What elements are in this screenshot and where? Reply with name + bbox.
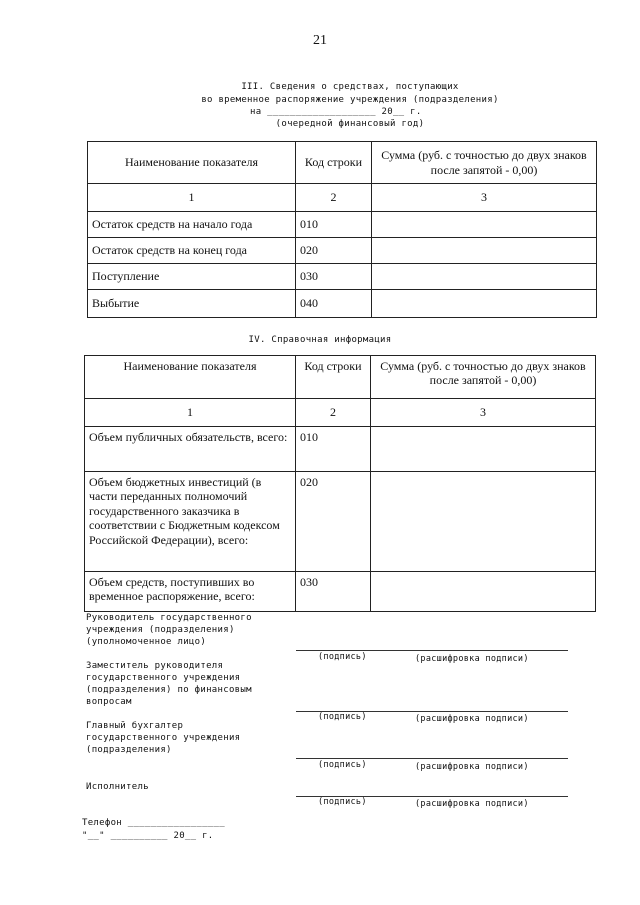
row-sum (372, 212, 597, 238)
header-name: Наименование показателя (88, 142, 296, 184)
phone-blank: _________________ (127, 818, 225, 828)
table-header-row (85, 356, 596, 399)
header-sum: Сумма (руб. с точностью до двух знаков после запятой - 0,00) (371, 356, 596, 399)
header-name: Наименование показателя (85, 356, 296, 399)
section3-subtitle: (очередной финансовый год) (275, 119, 425, 129)
signature-head-label: Руководитель государственного учреждения (подразделения) (уполномоченное лицо) (86, 613, 252, 647)
header-num-2: 2 (296, 399, 371, 427)
table-row (88, 238, 597, 264)
table-row (88, 212, 597, 238)
signature-accountant-line (296, 758, 568, 759)
signature-deputy-label: Заместитель руководителя государственного учреждения (подразделения) по финансовым вопросам (86, 661, 252, 707)
signature-executor-label: Исполнитель (86, 782, 149, 792)
table-header-numbers-row (88, 184, 597, 212)
signature-deputy-decoding: (расшифровка подписи) (415, 714, 529, 724)
row-name: Объем бюджетных инвестиций (в части переданных полномочий государственного заказчика в соответствии с Бюджетным кодексом Российской Федерации), всего: (85, 472, 296, 572)
row-code: 010 (296, 427, 371, 472)
signature-accountant-decoding: (расшифровка подписи) (415, 762, 529, 772)
header-num-3: 3 (371, 399, 596, 427)
row-code: 040 (296, 290, 372, 318)
section3-table (87, 141, 597, 318)
row-code: 030 (296, 572, 371, 612)
signature-head-caption: (подпись) (318, 652, 367, 662)
signature-accountant-label: Главный бухгалтер государственного учреждения (подразделения) (86, 721, 241, 755)
row-name: Остаток средств на конец года (88, 238, 296, 264)
row-sum (372, 238, 597, 264)
section3-title-line2: во временное распоряжение учреждения (подразделения) (201, 95, 499, 105)
header-sum: Сумма (руб. с точностью до двух знаков после запятой - 0,00) (372, 142, 597, 184)
table-header-row (88, 142, 597, 184)
row-name: Выбытие (88, 290, 296, 318)
row-name: Объем средств, поступивших во временное распоряжение, всего: (85, 572, 296, 612)
header-code: Код строки (296, 142, 372, 184)
row-name: Объем публичных обязательств, всего: (85, 427, 296, 472)
section3-date-line (250, 107, 422, 117)
phone-label: Телефон (82, 818, 123, 828)
header-num-3: 3 (372, 184, 597, 212)
table-header-numbers-row (85, 399, 596, 427)
section4-title: IV. Справочная информация (248, 335, 392, 345)
row-sum (372, 264, 597, 290)
header-num-2: 2 (296, 184, 372, 212)
row-sum (371, 427, 596, 472)
row-sum (372, 290, 597, 318)
signature-head-line (296, 650, 568, 651)
phone-line (82, 818, 225, 828)
section4-table (84, 355, 596, 612)
signature-executor-caption: (подпись) (318, 797, 367, 807)
signature-deputy-caption: (подпись) (318, 712, 367, 722)
footer-date: "__" __________ 20__ г. (82, 831, 214, 841)
row-name: Остаток средств на начало года (88, 212, 296, 238)
row-code: 030 (296, 264, 372, 290)
table-row (88, 290, 597, 318)
signature-accountant-caption: (подпись) (318, 760, 367, 770)
table-row (85, 472, 596, 572)
row-sum (371, 472, 596, 572)
section3-date-blank: ___________________ (267, 107, 376, 117)
row-code: 020 (296, 238, 372, 264)
page-number: 21 (313, 33, 327, 48)
table-row (85, 572, 596, 612)
table-row (88, 264, 597, 290)
signature-executor-decoding: (расшифровка подписи) (415, 799, 529, 809)
header-code: Код строки (296, 356, 371, 399)
signature-head-decoding: (расшифровка подписи) (415, 654, 529, 664)
header-num-1: 1 (85, 399, 296, 427)
section3-date-year: 20__ г. (381, 107, 422, 117)
row-code: 010 (296, 212, 372, 238)
table-row (85, 427, 596, 472)
row-sum (371, 572, 596, 612)
header-num-1: 1 (88, 184, 296, 212)
row-name: Поступление (88, 264, 296, 290)
section3-title-line1: III. Сведения о средствах, поступающих (241, 82, 459, 92)
row-code: 020 (296, 472, 371, 572)
section3-date-prefix: на (250, 107, 262, 117)
